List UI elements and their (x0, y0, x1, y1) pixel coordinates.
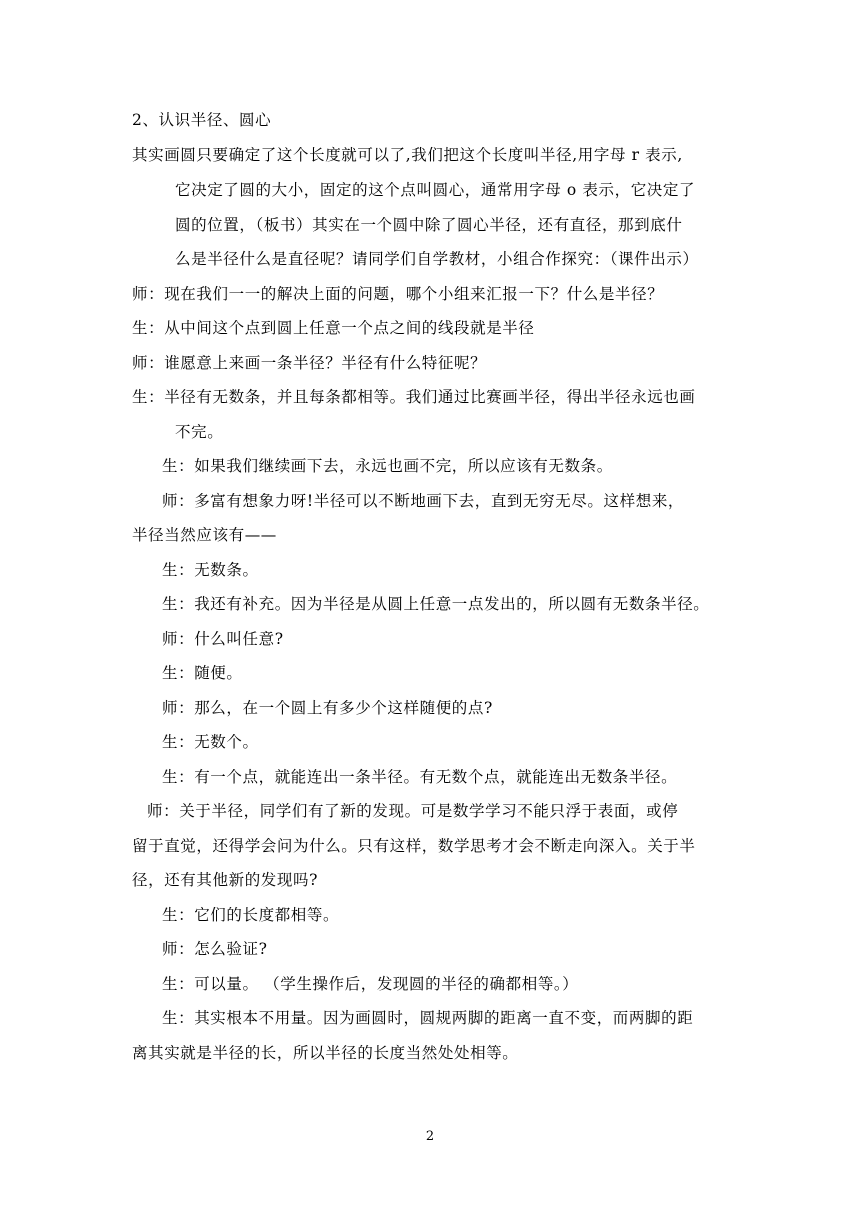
dialogue-line: 生：如果我们继续画下去，永远也画不完，所以应该有无数条。 (162, 457, 613, 475)
dialogue-line: 离其实就是半径的长，所以半径的长度当然处处相等。 (132, 1044, 519, 1062)
dialogue-line: 师：那么，在一个圆上有多少个这样随便的点? (162, 699, 493, 717)
dialogue-line: 生：可以量。 （学生操作后，发现圆的半径的确都相等。） (162, 975, 579, 993)
dialogue-line: 半径当然应该有—— (132, 526, 277, 544)
paragraph-line: 么是半径什么是直径呢？请同学们自学教材，小组合作探究：（课件出示） (175, 250, 699, 268)
paragraph-line: 圆的位置，（板书）其实在一个圆中除了圆心半径，还有直径，那到底什 (175, 216, 683, 234)
paragraph-line: 它决定了圆的大小，固定的这个点叫圆心，通常用字母 o 表示，它决定了 (175, 181, 696, 199)
dialogue-line: 生：无数条。 (162, 561, 259, 579)
dialogue-line: 生：无数个。 (162, 733, 259, 751)
section-heading: 2、认识半径、圆心 (132, 111, 272, 129)
page-number: 2 (425, 1129, 435, 1144)
dialogue-line: 师：现在我们一一的解决上面的问题，哪个小组来汇报一下？什么是半径？ (132, 285, 664, 303)
dialogue-line: 留于直觉，还得学会问为什么。只有这样，数学思考才会不断走向深入。关于半 (132, 837, 696, 855)
dialogue-line: 生：从中间这个点到圆上任意一个点之间的线段就是半径 (132, 319, 535, 337)
dialogue-line: 师：多富有想象力呀!半径可以不断地画下去，直到无穷无尽。这样想来， (162, 492, 685, 510)
dialogue-line: 生：我还有补充。因为半径是从圆上任意一点发出的，所以圆有无数条半径。 (162, 595, 710, 613)
dialogue-line: 师：关于半径，同学们有了新的发现。可是数学学习不能只浮于表面，或停 (147, 802, 679, 820)
dialogue-line: 师：谁愿意上来画一条半径？半径有什么特征呢？ (132, 354, 487, 372)
dialogue-line: 生：半径有无数条，并且每条都相等。我们通过比赛画半径，得出半径永远也画 (132, 388, 696, 406)
dialogue-line: 生：它们的长度都相等。 (162, 906, 340, 924)
dialogue-line: 生：随便。 (162, 664, 243, 682)
dialogue-line: 师：怎么验证? (162, 940, 268, 958)
paragraph-line: 其实画圆只要确定了这个长度就可以了,我们把这个长度叫半径,用字母 r 表示, (132, 146, 683, 164)
dialogue-line: 径，还有其他新的发现吗? (132, 871, 319, 889)
dialogue-line: 不完。 (175, 423, 224, 441)
dialogue-line: 师：什么叫任意? (162, 630, 284, 648)
dialogue-line: 生：其实根本不用量。因为画圆时，圆规两脚的距离一直不变，而两脚的距 (162, 1009, 694, 1027)
dialogue-line: 生：有一个点，就能连出一条半径。有无数个点，就能连出无数条半径。 (162, 768, 678, 786)
